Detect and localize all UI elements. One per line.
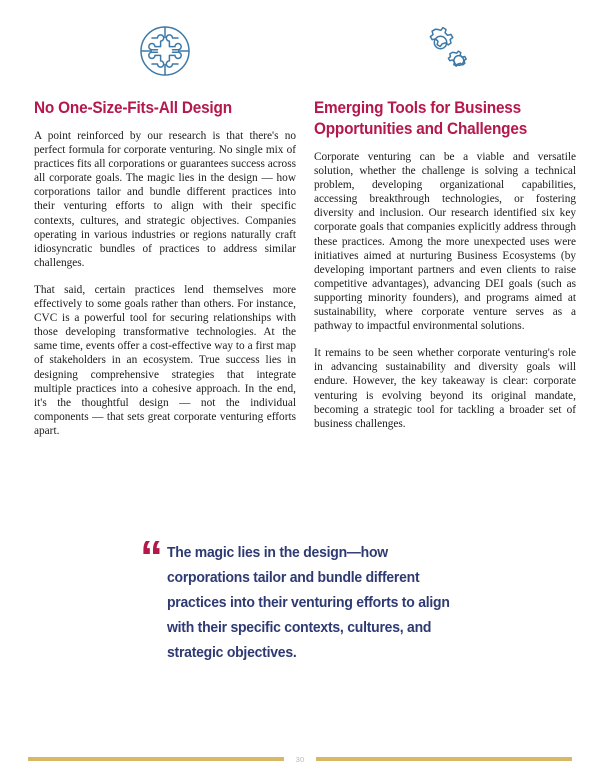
paragraph: Corporate venturing can be a viable and versatile solution, whether the challenge is solving a technical problem, developing organizational capabilities, accessing breakthrough technologies, or fostering diversity and inclusion. Our research identified six key corporate goals that companies explicitly address through these practices. Among the more unexpected uses were initiatives aimed at nurturing Business Ecosystems (by developing important partners and even clients to raise competitive advantages), advancing DEI goals (such as supporting minority founders), and programs aimed at sustainability, where corporate venture serves as a pathway to impactful environmental solutions. <box>314 151 576 333</box>
column-left <box>34 0 296 438</box>
page-footer <box>0 752 600 766</box>
paragraph: It remains to be seen whether corporate venturing's role in advancing sustainability and diversity goals will endure. However, the key takeaway is clear: corporate venturing is evolving beyond its original mandate, becoming a strategic tool for tackling a broader set of business challenges. <box>314 347 576 430</box>
pull-quote <box>140 531 480 665</box>
section-heading-left: No One-Size-Fits-All Design <box>34 99 232 117</box>
pull-quote-text: The magic lies in the design—how corporations tailor and bundle different practices into their venturing efforts to align with their specific contexts, cultures, and strategic objectives. <box>167 544 450 661</box>
column-right <box>314 0 576 431</box>
footer-rule-left <box>28 757 284 761</box>
paragraph: A point reinforced by our research is that there's no perfect formula for corporate venturing. No single mix of practices fits all corporations or guarantees success across all corporate goals. The magic lies in the design — how corporations tailor and bundle different practices into their venturing efforts to align with their specific contexts, cultures, and strategic objectives. Companies operating in various industries or regions naturally craft idiosyncratic bundles of practices to address similar challenges. <box>34 130 296 269</box>
section-heading-right: Emerging Tools for Business Opportunities and Challenges <box>314 99 528 138</box>
page-number: 30 <box>295 754 305 764</box>
paragraph: That said, certain practices lend themselves more effectively to some goals rather than others. For instance, CVC is a powerful tool for securing relationships with those developing transformative technologies. At the same time, events offer a cost-effective way to a first map of stakeholders in an ecosystem. True success lies in designing comprehensive strategies that integrate multiple practices into a cohesive approach. In the end, it's the thoughtful design — not the individual components — that sets great corporate venturing efforts apart. <box>34 283 296 437</box>
puzzle-circle-icon <box>34 0 296 76</box>
footer-rule-right <box>316 757 572 761</box>
gears-icon <box>314 0 576 76</box>
quote-mark-icon: “ <box>140 531 161 583</box>
